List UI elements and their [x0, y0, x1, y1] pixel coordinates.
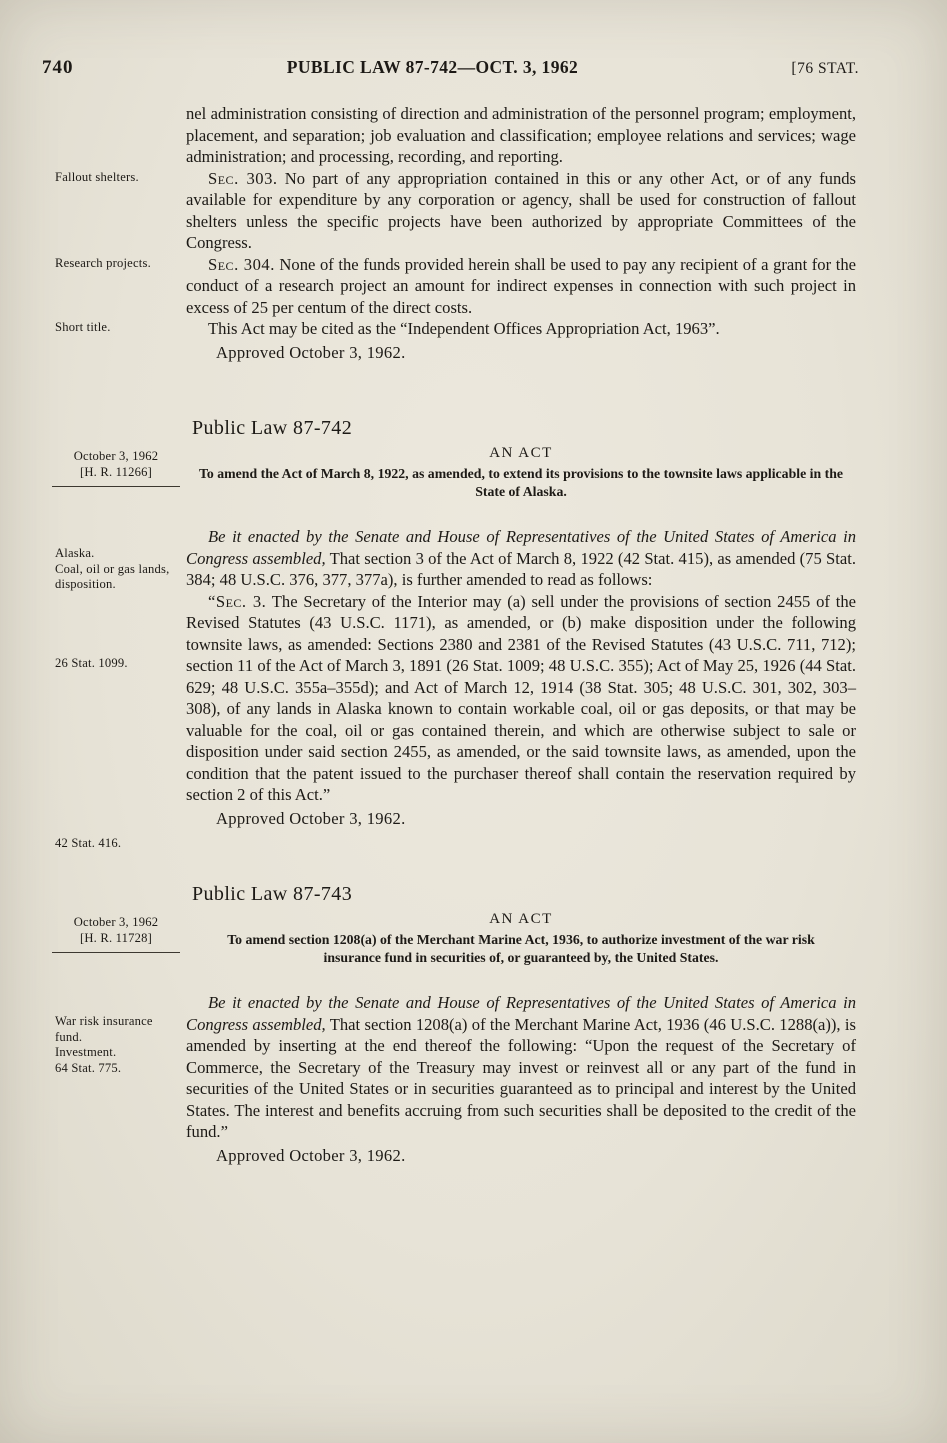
law-742-act-head [73, 445, 856, 500]
text-column [55, 103, 857, 1166]
margin-note-research-projects: Research projects. [55, 255, 151, 270]
page-header [42, 57, 859, 79]
margin-note-war-risk-fund: War risk insurance fund. [55, 1014, 153, 1044]
law-742-an-act-label: AN ACT [489, 445, 553, 461]
law-743-enacting-paragraph [186, 992, 856, 1143]
short-title-block [55, 318, 856, 340]
law-743-act-title: To amend section 1208(a) of the Merchant Marine Act, 1936, to authorize investment of the war risk insurance fund in securities of, or guaranteed by, the United States. [227, 932, 815, 965]
margin-note-coal-lands: Coal, oil or gas lands, disposition. [55, 561, 170, 591]
law-742-enacting-block [55, 526, 856, 591]
law-742-section-3-label: “Sec. 3. [208, 591, 267, 611]
law-743-margin-date: October 3, 1962 [73, 915, 159, 929]
public-law-87-742-section [55, 415, 856, 850]
section-303-text: No part of any appropriation contained in this or any other Act, or of any funds available for expenditure by any corporation or agency, shall be used for construction of fallout shelters unless the specific projects have been authorized by appropriate Committees of the Congress. [186, 168, 857, 252]
margin-note-26-stat: 26 Stat. 1099. [55, 655, 128, 670]
page-number: 740 [42, 57, 74, 78]
law-743-margin-date-block [52, 915, 180, 953]
law-743-enacting-clause: Be it enacted by the Senate and House of Representatives of the United States of America in Congress assembled, [186, 993, 856, 1034]
section-304-text: None of the funds provided herein shall be used to pay any recipient of a grant for the conduct of a research project an amount for indirect expenses in connection with such project in excess of 25 per centum of the direct costs. [186, 254, 856, 317]
law-743-enacting-block [55, 992, 856, 1143]
margin-note-alaska [55, 546, 179, 593]
approved-line-top: Approved October 3, 1962. [216, 342, 406, 362]
margin-note-war-risk [55, 1014, 179, 1076]
law-742-enacting-clause: Be it enacted by the Senate and House of Representatives of the United States of America in Congress assembled, [186, 527, 856, 568]
law-742-margin-date: October 3, 1962 [73, 449, 159, 463]
margin-note-42-stat: 42 Stat. 416. [55, 835, 122, 850]
section-304-block [55, 254, 856, 319]
law-743-margin-bill-number: [H. R. 11728] [79, 930, 153, 945]
law-742-heading: Public Law 87-742 [192, 417, 353, 439]
law-742-section-3-paragraph [186, 591, 856, 806]
statute-volume-label: [76 STAT. [791, 60, 859, 77]
law-743-heading: Public Law 87-743 [192, 883, 353, 905]
running-head-title: PUBLIC LAW 87-742—OCT. 3, 1962 [286, 57, 579, 77]
section-304-paragraph [186, 254, 856, 319]
law-742-margin-date-block [52, 449, 180, 487]
section-303-paragraph [186, 168, 856, 254]
section-303-label: Sec. 303. [208, 168, 278, 188]
law-742-act-title: To amend the Act of March 8, 1922, as amended, to extend its provisions to the townsite laws applicable in the State of Alaska. [199, 466, 843, 499]
law-743-act-head [73, 911, 856, 966]
law-743-approved-line: Approved October 3, 1962. [216, 1145, 406, 1165]
margin-note-fallout-shelters: Fallout shelters. [55, 169, 139, 184]
short-title-paragraph: This Act may be cited as the “Independent Offices Appropriation Act, 1963”. [208, 319, 720, 338]
law-742-margin-bill-number: [H. R. 11266] [79, 464, 153, 479]
public-law-87-743-section [55, 881, 856, 1166]
law-743-an-act-label: AN ACT [489, 911, 553, 927]
section-304-label: Sec. 304. [208, 254, 275, 274]
margin-note-64-stat: 64 Stat. 775. [55, 1060, 122, 1075]
law-743-enacting-rest: That section 1208(a) of the Merchant Marine Act, 1936 (46 U.S.C. 1288(a)), is amended by inserting at the end thereof the following: “Upon the request of the Secretary of Commerce, the Secretary of the Treasury may invest or reinvest all or any part of the fund in securities of the United States or in securities guaranteed as to principal and interest by the United States. The interest and benefits accruing from such securities shall be deposited to the credit of the fund.” [186, 1014, 856, 1141]
margin-note-short-title: Short title. [55, 320, 111, 334]
margin-note-alaska-line: Alaska. [55, 546, 95, 560]
law-742-enacting-rest: That section 3 of the Act of March 8, 1922 (42 Stat. 415), as amended (75 Stat. 384; 48 U.S.C. 376, 377, 377a), is further amended to read as follows: [186, 548, 856, 589]
law-742-section-3-text: The Secretary of the Interior may (a) sell under the provisions of section 2455 of the Revised Statutes (43 U.S.C. 1171), as amended, or (b) make disposition under the following townsite laws, as amended: Sections 2380 and 2381 of the Revised Statutes (43 U.S.C. 711, 712); section 11 of the Act of March 3, 1891 (26 Stat. 1009; 48 U.S.C. 355); Act of May 25, 1926 (44 Stat. 629; 48 U.S.C. 355a–355d); and Act of March 12, 1914 (38 Stat. 305; 48 U.S.C. 301, 302, 303–308), of any lands in Alaska known to contain workable coal, oil or gas deposits, or that may be valuable for the coal, oil or gas contained therein, and which are otherwise subject to sale or disposition under said section 2455, as amended, or the said townsite laws, as amended, upon the condition that the patent issued to the purchaser thereof shall contain the reservation required by section 2 of this Act.” [186, 591, 856, 804]
margin-note-investment: Investment. [55, 1045, 117, 1059]
section-303-block [55, 168, 857, 254]
law-742-approved-line: Approved October 3, 1962. [216, 808, 406, 828]
law-742-enacting-paragraph [186, 526, 856, 591]
continuation-paragraph: nel administration consisting of direction and administration of the personnel program; employment, placement, and separation; job evaluation and classification; employee relations and services; wage administration; and processing, recording, and reporting. [186, 104, 856, 166]
